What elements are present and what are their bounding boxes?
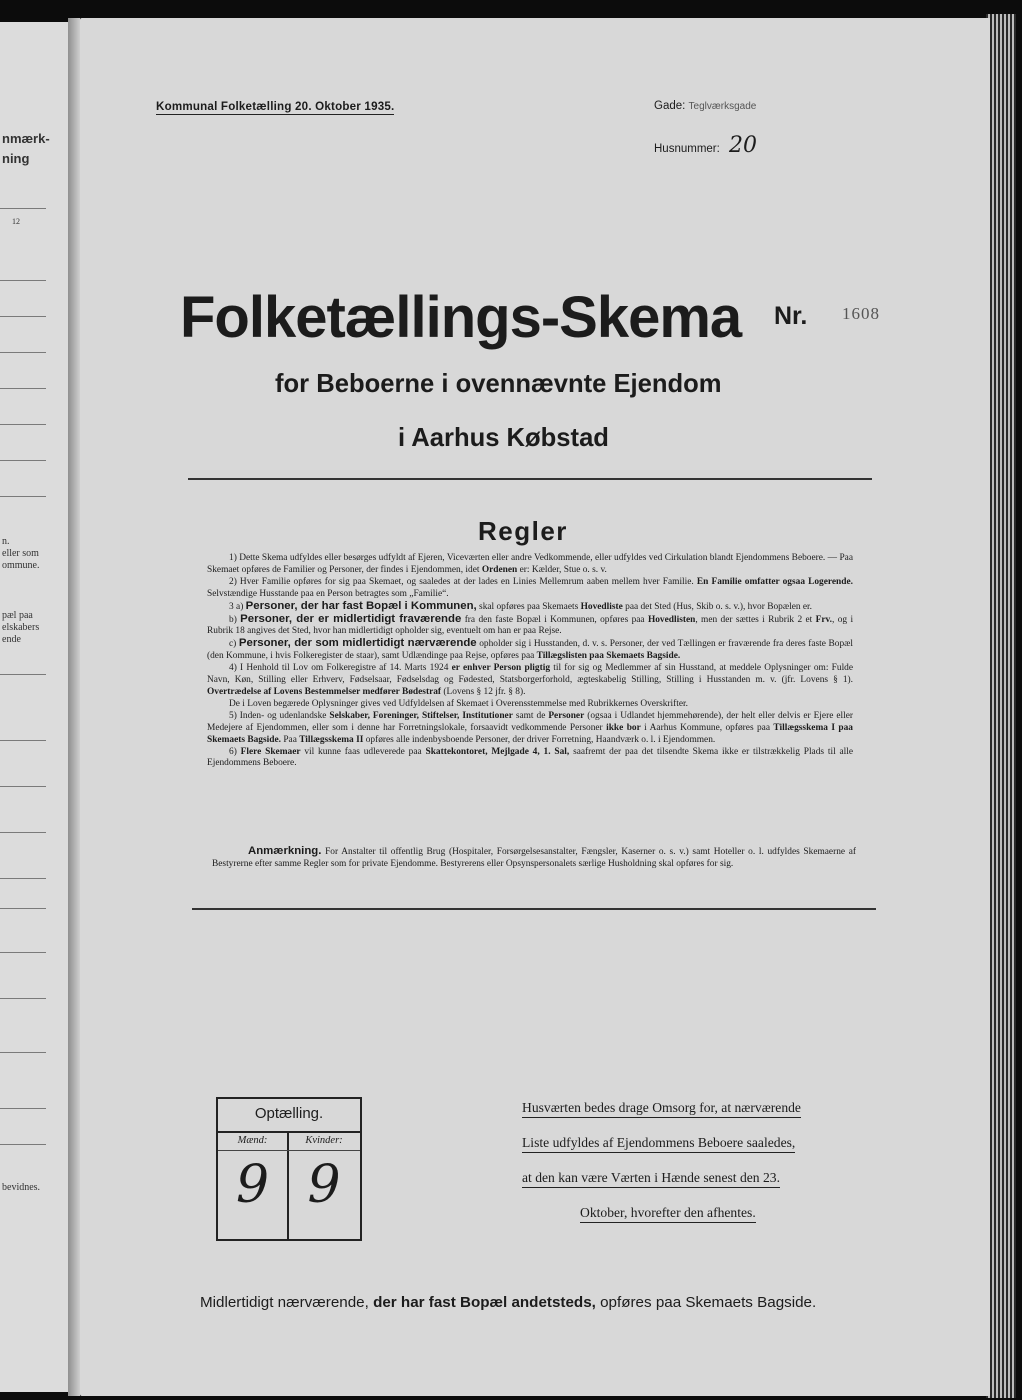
left-fragment: n. xyxy=(2,536,10,547)
book-spine xyxy=(68,18,80,1396)
street-value: Teglværksgade xyxy=(688,101,757,112)
left-fragment: ning xyxy=(2,151,30,166)
divider xyxy=(188,478,872,480)
form-number: 1608 xyxy=(842,304,880,323)
rule-1: 1) Dette Skema udfyldes eller besørges udfyldt af Ejeren, Viceværten eller andre Vedkommende, eller udfyldes ved Cirkulation blandt Ejendommens Beboere. — Paa Skemaet opføres de Familier og Personer, der findes i Ejendommen, idet Ordenen er: Kælder, Stue o. s. v. xyxy=(207,553,853,575)
left-fragment: 12 xyxy=(12,217,20,226)
men-count: 9 xyxy=(235,1155,270,1215)
rule-3b: b) Personer, der er midlertidigt fraværende fra den faste Bopæl i Kommunen, opføres paa Hovedlisten, men der sættes i Rubrik 2 et Frv., og i Rubrik 18 angives det Sted, hvor han midlertidigt opholder sig, eventuelt om han er paa Rejse. xyxy=(207,612,854,637)
left-fragment: eller som xyxy=(2,548,39,559)
subtitle-city: i Aarhus Købstad xyxy=(398,424,609,452)
left-fragment: nmærk- xyxy=(2,131,50,146)
street-label: Gade: xyxy=(654,100,686,112)
remark xyxy=(212,846,856,871)
left-fragment: elskabers xyxy=(2,622,40,633)
tally-title: Optælling. xyxy=(254,1105,324,1122)
left-fragment: pæl paa xyxy=(2,610,33,621)
house-number-value: 20 xyxy=(729,133,758,158)
subtitle-residents: for Beboerne i ovennævnte Ejendom xyxy=(275,370,722,398)
rule-5: 5) Inden- og udenlandske Selskaber, Foreninger, Stiftelser, Institutioner samt de Personer (ogsaa i Udlandet hjemmehørende), der helt eller delvis er Ejere eller Medejere af Ejendommen, eller som i denne har Forretningslokale, forsaavidt vedkommende Personer ikke bor i Aarhus Kommune, opføres paa Tillægsskema I paa Skemaets Bagside. Paa Tillægsskema II opføres alle indenbysboende Personer, der driver Forretning, Haandværk o. l. i Ejendommen. xyxy=(207,710,853,745)
remark-text: For Anstalter til offentlig Brug (Hospitaler, Forsørgelsesanstalter, Fængsler, Kaserner o. s. v.) samt Hoteller o. l. udfyldes Skemaerne af Bestyrerne efter samme Regler som for private Ejendomme. Bestyrerens eller Opsynspersonalets særlige Husholdning skal opføres for sig. xyxy=(212,847,857,869)
women-label: Kvinder: xyxy=(305,1135,343,1146)
rule-4: 4) I Henhold til Lov om Folkeregistre af 14. Marts 1924 er enhver Person pligtig til for sig og Medlemmer af sin Husstand, at meddele Oplysninger om: Fulde Navn, Køn, Stilling eller Erhverv, Fødselsaar, Fødselsdag og Fødested, Statsborgerforhold, ægteskabelig Stilling, Stilling i Husstanden m. v. (jfr. Lovens § 1). Overtrædelse af Lovens Bestemmelser medfører Bødestraf (Lovens § 12 jfr. § 8). xyxy=(207,663,854,697)
note-line-1: Husværten bedes drage Omsorg for, at nærværende xyxy=(522,1100,801,1118)
rule-3c: c) Personer, der som midlertidigt nærværende opholder sig i Husstanden, d. v. s. Personer, der ved Tællingen er fraværende fra deres faste Bopæl (den Kommune, i hvis Folkeregister de staar), samt Udlændinge paa Rejse, opføres paa Tillægslisten paa Skemaets Bagside. xyxy=(207,637,854,662)
men-label: Mænd: xyxy=(237,1135,268,1146)
census-label: Kommunal Folketælling 20. Oktober 1935. xyxy=(156,100,395,113)
left-page-fragment xyxy=(0,22,70,1392)
house-number-label: Husnummer: xyxy=(654,143,720,155)
rule-2: 2) Hver Familie opføres for sig paa Skemaet, og saaledes at der lades en Linies Mellemrum aaben mellem hver Familie. En Familie omfatter ogsaa Logerende. Selvstændige Husstande paa en Person betragtes som „Familie“. xyxy=(207,576,853,599)
left-fragment: ende xyxy=(2,634,21,645)
rule-3a: 3 a) Personer, der har fast Bopæl i Kommunen, skal opføres paa Skemaets Hovedliste paa det Sted (Hus, Skib o. s. v.), hvor Bopælen er. xyxy=(229,599,812,612)
footer-note xyxy=(200,1294,816,1311)
footer-post: opføres paa Skemaets Bagside. xyxy=(600,1294,817,1311)
rule-4b: De i Loven begærede Oplysninger gives ved Udfyldelsen af Skemaet i Overensstemmelse med Rubrikkernes Overskrifter. xyxy=(229,698,688,709)
footer-bold: der har fast Bopæl andetsteds, xyxy=(373,1294,596,1311)
page-edges xyxy=(986,14,1016,1398)
note-line-4: Oktober, hvorefter den afhentes. xyxy=(580,1205,756,1223)
tally-box xyxy=(216,1097,362,1241)
note-line-3: at den kan være Værten i Hænde senest den 23. xyxy=(522,1170,780,1188)
house-number-field xyxy=(654,133,757,158)
nr-label: Nr. xyxy=(774,302,808,330)
divider xyxy=(192,908,876,910)
footer-pre: Midlertidigt nærværende, xyxy=(200,1294,369,1311)
rule-6: 6) Flere Skemaer vil kunne faas udleverede paa Skattekontoret, Mejlgade 4, 1. Sal, saafremt der paa det tilsendte Skema ikke er tilstrækkelig Plads til alle Ejendommens Beboere. xyxy=(207,746,854,769)
rules-heading: Regler xyxy=(478,516,568,546)
left-fragment: ommune. xyxy=(2,560,40,571)
note-line-2: Liste udfyldes af Ejendommens Beboere saaledes, xyxy=(522,1135,795,1153)
remark-label: Anmærkning. xyxy=(248,845,322,857)
women-count: 9 xyxy=(307,1155,341,1215)
rules-text xyxy=(207,553,853,770)
street-field xyxy=(654,100,756,112)
left-fragment: bevidnes. xyxy=(2,1182,41,1193)
form-title: Folketællings-Skema xyxy=(180,285,742,350)
